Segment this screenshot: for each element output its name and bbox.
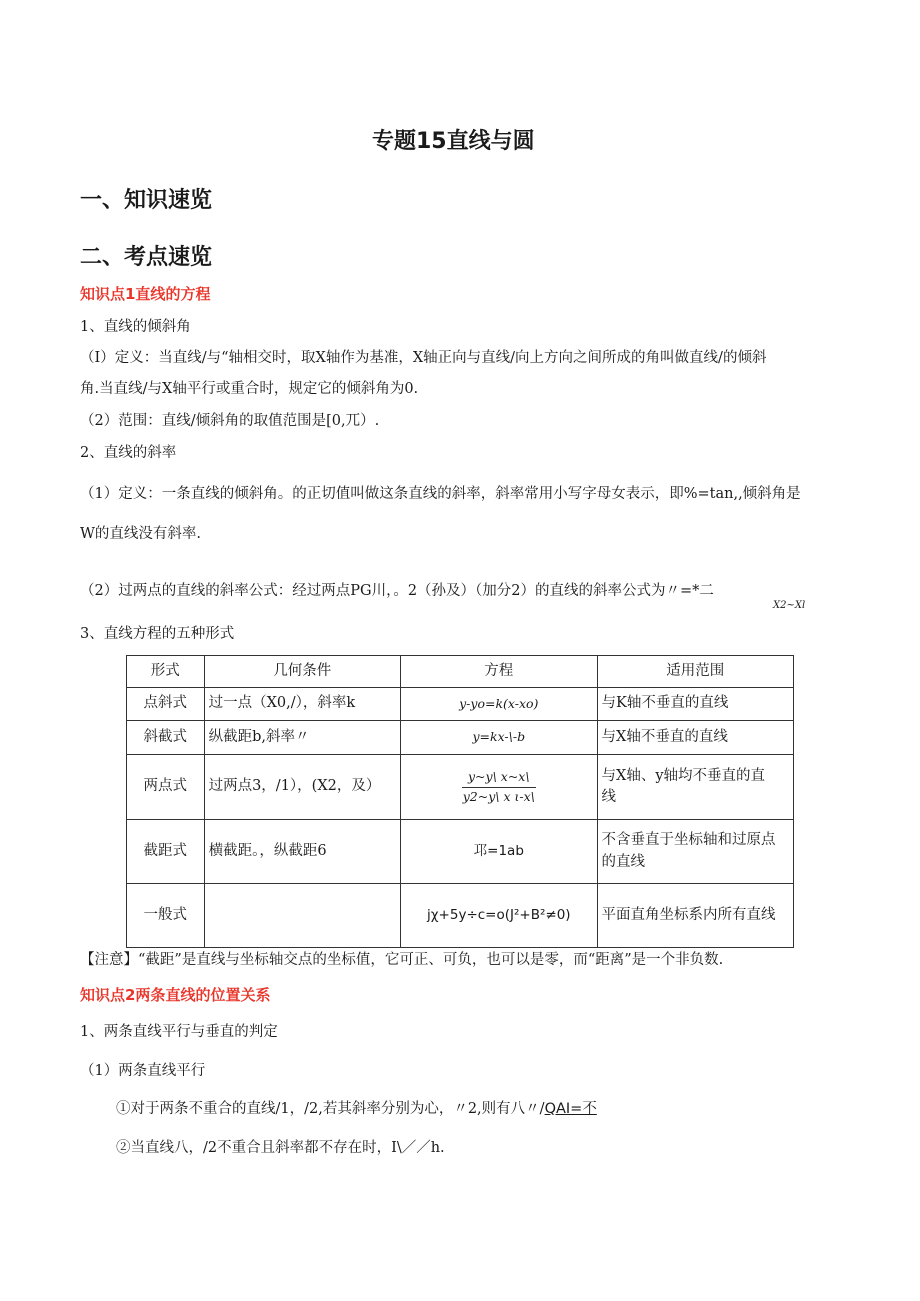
scope-cell bbox=[597, 755, 793, 820]
parallel-rule-1 bbox=[116, 1097, 597, 1118]
condition-cell: 纵截距b,斜率〃 bbox=[204, 721, 400, 755]
table-header-row bbox=[127, 656, 794, 688]
parallel-rule-1-formula: QAI=不 bbox=[544, 1101, 597, 1117]
equation-numerator: y~y\ x~x\ bbox=[462, 768, 536, 787]
inclination-range: （2）范围：直线/倾斜角的取值范围是[0,兀）. bbox=[80, 413, 380, 429]
slope-formula: （2）过两点的直线的斜率公式：经过两点PG川，。2（孙及）（加分2）的直线的斜率公式为〃=*二 bbox=[80, 583, 714, 599]
subheading-parallel: （1）两条直线平行 bbox=[80, 1063, 206, 1079]
slope-definition-line1: （1）定义：一条直线的倾斜角。的正切值叫做这条直线的斜率，斜率常用小写字母女表示，即%=tan,,倾斜角是 bbox=[80, 486, 801, 502]
parallel-rule-1-text: ①对于两条不重合的直线/1，/2,若其斜率分别为心，〃2,则有八〃/ bbox=[116, 1101, 545, 1117]
page-title: 专题15直线与圆 bbox=[372, 129, 535, 154]
equation-cell bbox=[401, 755, 597, 820]
condition-cell: 过一点（X0,/），斜率k bbox=[204, 688, 400, 721]
slope-definition-line2: W的直线没有斜率. bbox=[80, 526, 202, 542]
parallel-rule-2: ②当直线八，/2不重合且斜率都不存在时，I\／／h. bbox=[116, 1140, 445, 1156]
inclination-definition-line1: （I）定义：当直线/与“轴相交时，取X轴作为基准，X轴正向与直线/向上方向之间所成的角叫做直线/的倾斜 bbox=[80, 350, 767, 366]
scope-cell: 平面直角坐标系内所有直线 bbox=[597, 884, 793, 948]
table-header-cell: 方程 bbox=[401, 656, 597, 688]
equation-cell: 邛=1ab bbox=[401, 820, 597, 884]
table-row bbox=[127, 721, 794, 755]
table-row bbox=[127, 820, 794, 884]
table-header-cell: 几何条件 bbox=[204, 656, 400, 688]
condition-cell: 横截距。，纵截距6 bbox=[204, 820, 400, 884]
equation-cell: jχ+5y÷c=o(J²+B²≠0) bbox=[401, 884, 597, 948]
form-cell: 斜截式 bbox=[127, 721, 205, 755]
scope-line: 与X轴、y轴均不垂直的直 bbox=[601, 767, 766, 784]
subheading-parallel-perpendicular: 1、两条直线平行与垂直的判定 bbox=[80, 1024, 278, 1040]
section-heading-overview: 一、知识速览 bbox=[80, 188, 213, 213]
form-cell: 两点式 bbox=[127, 755, 205, 820]
form-cell: 截距式 bbox=[127, 820, 205, 884]
equation-cell: y=kx-\-b bbox=[401, 721, 597, 755]
scope-line: 的直线 bbox=[601, 853, 646, 870]
subheading-inclination: 1、直线的倾斜角 bbox=[80, 319, 191, 335]
knowledge-point-2-heading: 知识点2两条直线的位置关系 bbox=[80, 986, 271, 1004]
form-cell: 一般式 bbox=[127, 884, 205, 948]
subheading-line-forms: 3、直线方程的五种形式 bbox=[80, 626, 235, 642]
equation-cell: y-yo=k(x-xo) bbox=[401, 688, 597, 721]
slope-formula-denominator: X2~Xl bbox=[773, 600, 806, 611]
scope-line: 线 bbox=[601, 789, 617, 805]
scope-cell: 与X轴不垂直的直线 bbox=[597, 721, 793, 755]
scope-cell: 与K轴不垂直的直线 bbox=[597, 688, 793, 721]
table-header-cell: 适用范围 bbox=[597, 656, 793, 688]
inclination-definition-line2: 角.当直线/与X轴平行或重合时，规定它的倾斜角为0. bbox=[80, 381, 419, 397]
table-row bbox=[127, 755, 794, 820]
table-row bbox=[127, 884, 794, 948]
knowledge-point-1-heading: 知识点1直线的方程 bbox=[80, 285, 211, 303]
scope-line: 不含垂直于坐标轴和过原点 bbox=[601, 832, 776, 849]
table-header-cell: 形式 bbox=[127, 656, 205, 688]
line-forms-table bbox=[126, 655, 794, 948]
equation-denominator: y2~y\ x ι-x\ bbox=[462, 788, 535, 804]
scope-cell bbox=[597, 820, 793, 884]
table-row bbox=[127, 688, 794, 721]
form-cell: 点斜式 bbox=[127, 688, 205, 721]
intercept-note: 【注意】“截距”是直线与坐标轴交点的坐标值，它可正、可负，也可以是零，而“距离”是一个非负数. bbox=[80, 952, 724, 968]
condition-cell: 过两点3，/1），(X2，及） bbox=[204, 755, 400, 820]
condition-cell bbox=[204, 884, 400, 948]
subheading-slope: 2、直线的斜率 bbox=[80, 445, 177, 461]
section-heading-points: 二、考点速览 bbox=[80, 245, 213, 270]
